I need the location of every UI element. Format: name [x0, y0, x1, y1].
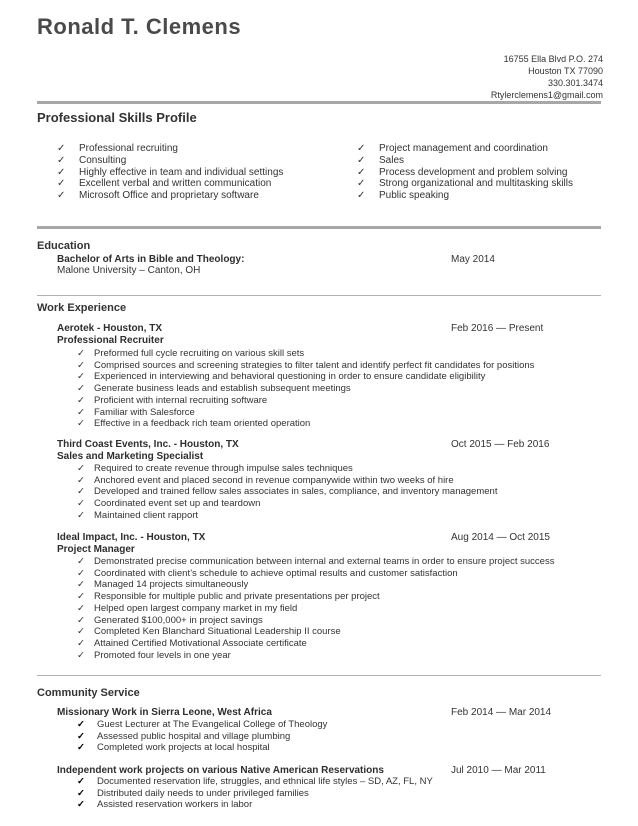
contact-block	[491, 53, 603, 101]
skills-section-title: Professional Skills Profile	[37, 110, 197, 125]
list-item: ✓ Maintained client rapport	[77, 509, 199, 521]
check-icon: ✓	[77, 509, 85, 521]
check-icon: ✓	[77, 556, 85, 567]
list-item: ✓ Completed Ken Blanchard Situational Leadership II course	[77, 626, 341, 638]
community-bullets	[77, 719, 327, 754]
check-icon: ✓	[357, 143, 366, 154]
divider	[37, 101, 601, 104]
job-company: Third Coast Events, Inc. - Houston, TX	[57, 439, 239, 450]
check-icon: ✓	[77, 486, 85, 498]
check-icon: ✓	[77, 730, 85, 742]
skill-item: ✓ Process development and problem solving	[357, 166, 568, 178]
education-date: May 2014	[451, 254, 495, 265]
skill-item: ✓ Public speaking	[357, 190, 450, 202]
check-icon: ✓	[357, 166, 366, 178]
education-school: Malone University – Canton, OH	[57, 265, 201, 276]
job-bullets	[77, 348, 534, 430]
check-icon: ✓	[357, 190, 366, 202]
check-icon: ✓	[77, 394, 85, 406]
job-date: Aug 2014 — Oct 2015	[451, 532, 550, 543]
job-date: Oct 2015 — Feb 2016	[451, 439, 550, 450]
skill-item: ✓ Highly effective in team and individual settings	[57, 166, 284, 178]
list-item: ✓ Promoted four levels in one year	[77, 649, 231, 661]
list-item: ✓ Assessed public hospital and village plumbing	[77, 730, 291, 742]
list-item: ✓ Required to create revenue through impulse sales techniques	[77, 463, 353, 474]
check-icon: ✓	[77, 474, 85, 486]
resume-name: Ronald T. Clemens	[37, 14, 242, 39]
check-icon: ✓	[77, 359, 85, 371]
list-item: ✓ Generate business leads and establish subsequent meetings	[77, 383, 351, 395]
check-icon: ✓	[77, 418, 85, 430]
check-icon: ✓	[77, 579, 85, 591]
list-item: ✓ Developed and trained fellow sales associates in sales, compliance, and inventory management	[77, 486, 498, 498]
list-item: ✓ Coordinated with client’s schedule to achieve optimal results and customer satisfaction	[77, 567, 458, 579]
contact-phone: 330.301.3474	[547, 78, 603, 88]
check-icon: ✓	[77, 719, 85, 730]
check-icon: ✓	[77, 799, 85, 811]
skill-item: ✓ Microsoft Office and proprietary software	[57, 190, 259, 202]
job-company: Ideal Impact, Inc. - Houston, TX	[57, 532, 206, 543]
contact-email: Rtylerclemens1@gmail.com	[490, 90, 603, 100]
skills-right-list	[357, 143, 573, 202]
check-icon: ✓	[57, 154, 66, 166]
list-item: ✓ Preformed full cycle recruiting on various skill sets	[77, 348, 305, 359]
skill-item: ✓ Project management and coordination	[357, 143, 548, 154]
list-item: ✓ Managed 14 projects simultaneously	[77, 579, 249, 591]
check-icon: ✓	[77, 742, 85, 754]
check-icon: ✓	[77, 406, 85, 418]
skill-item: ✓ Professional recruiting	[57, 143, 178, 154]
list-item: ✓ Effective in a feedback rich team oriented operation	[77, 418, 311, 430]
list-item: ✓ Generated $100,000+ in project savings	[77, 614, 263, 626]
list-item: ✓ Completed work projects at local hospital	[77, 742, 270, 754]
contact-city: Houston TX 77090	[528, 66, 603, 76]
list-item: ✓ Experienced in interviewing and behavioral questioning in order to ensure candidate eligibility	[77, 371, 486, 383]
community-section-title: Community Service	[37, 687, 140, 699]
list-item: ✓ Helped open largest company market in my field	[77, 602, 298, 614]
job-bullets	[77, 556, 554, 661]
work-section-title: Work Experience	[37, 302, 127, 314]
job-date: Feb 2016 — Present	[451, 323, 544, 334]
list-item: ✓ Responsible for multiple public and private presentations per project	[77, 591, 380, 603]
list-item: ✓ Proficient with internal recruiting software	[77, 394, 268, 406]
list-item: ✓ Comprised sources and screening strategies to filter talent and identify perfect fit candidates for positions	[77, 359, 535, 371]
job-bullets	[77, 463, 497, 522]
list-item: ✓ Anchored event and placed second in revenue companywide within two weeks of hire	[77, 474, 454, 486]
community-heading: Independent work projects on various Native American Reservations	[57, 765, 384, 776]
job-role: Professional Recruiter	[57, 335, 164, 346]
job-role: Project Manager	[57, 544, 135, 555]
list-item: ✓ Documented reservation life, struggles, and ethnical life styles – SD, AZ, FL, NY	[77, 776, 433, 787]
education-degree: Bachelor of Arts in Bible and Theology:	[57, 254, 245, 265]
list-item: ✓ Guest Lecturer at The Evangelical College of Theology	[77, 719, 328, 730]
check-icon: ✓	[77, 776, 85, 787]
check-icon: ✓	[77, 591, 85, 603]
contact-address: 16755 Ella Blvd P.O. 274	[503, 54, 603, 64]
list-item: ✓ Attained Certified Motivational Associate certificate	[77, 637, 307, 649]
check-icon: ✓	[77, 567, 85, 579]
list-item: ✓ Distributed daily needs to under privileged families	[77, 787, 309, 799]
list-item: ✓ Familiar with Salesforce	[77, 406, 195, 418]
list-item: ✓ Demonstrated precise communication between internal and external teams in order to ensure project success	[77, 556, 555, 567]
check-icon: ✓	[57, 178, 66, 190]
check-icon: ✓	[77, 383, 85, 395]
check-icon: ✓	[77, 787, 85, 799]
community-heading: Missionary Work in Sierra Leone, West Africa	[57, 707, 272, 718]
list-item: ✓ Coordinated event set up and teardown	[77, 498, 261, 510]
skill-item: ✓ Sales	[357, 154, 405, 166]
skills-left-list	[57, 143, 283, 202]
community-date: Jul 2010 — Mar 2011	[451, 765, 546, 776]
skill-item: ✓ Consulting	[57, 154, 127, 166]
job-role: Sales and Marketing Specialist	[57, 451, 204, 462]
check-icon: ✓	[357, 178, 366, 190]
check-icon: ✓	[77, 649, 85, 661]
divider	[37, 295, 601, 296]
community-bullets	[77, 776, 433, 811]
check-icon: ✓	[77, 614, 85, 626]
check-icon: ✓	[357, 154, 366, 166]
list-item: ✓ Assisted reservation workers in labor	[77, 799, 253, 811]
skill-item: ✓ Excellent verbal and written communication	[57, 178, 272, 190]
divider	[37, 226, 601, 229]
check-icon: ✓	[77, 626, 85, 638]
check-icon: ✓	[77, 371, 85, 383]
check-icon: ✓	[57, 190, 66, 202]
check-icon: ✓	[77, 602, 85, 614]
education-section-title: Education	[37, 240, 91, 252]
skill-item: ✓ Strong organizational and multitasking skills	[357, 178, 573, 190]
check-icon: ✓	[77, 463, 85, 474]
job-company: Aerotek - Houston, TX	[57, 323, 163, 334]
check-icon: ✓	[77, 348, 85, 359]
community-date: Feb 2014 — Mar 2014	[451, 707, 552, 718]
check-icon: ✓	[57, 143, 66, 154]
check-icon: ✓	[57, 166, 66, 178]
divider	[37, 675, 601, 676]
check-icon: ✓	[77, 498, 85, 510]
check-icon: ✓	[77, 637, 85, 649]
